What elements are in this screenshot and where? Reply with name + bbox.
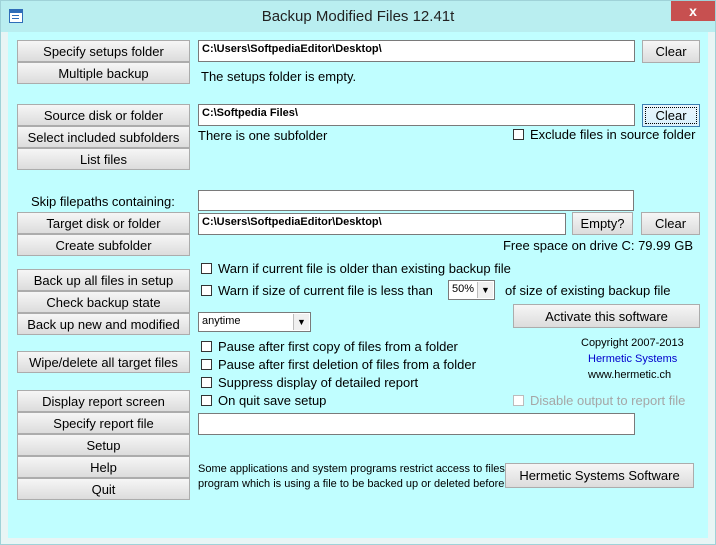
- company-link[interactable]: Hermetic Systems: [588, 353, 678, 365]
- clear-target-button[interactable]: Clear: [641, 212, 700, 235]
- checkbox-box: [201, 263, 212, 274]
- checkbox-label: Exclude files in source folder: [530, 127, 696, 142]
- report-file-field[interactable]: [198, 413, 635, 435]
- title-bar: [1, 1, 715, 32]
- checkbox-label: Pause after first deletion of files from a folder: [218, 357, 476, 372]
- activate-software-button[interactable]: Activate this software: [513, 304, 700, 328]
- backup-new-modified-button[interactable]: Back up new and modified: [17, 313, 190, 335]
- notice-text-line1: Some applications and system programs restrict access to files: [198, 463, 505, 475]
- select-subfolders-button[interactable]: Select included subfolders: [17, 126, 190, 148]
- checkbox-label: Warn if current file is older than existing backup file: [218, 261, 511, 276]
- empty-check-button[interactable]: Empty?: [572, 212, 633, 235]
- source-disk-button[interactable]: Source disk or folder: [17, 104, 190, 126]
- select-value: 50%: [452, 283, 475, 295]
- pause-delete-checkbox[interactable]: [201, 357, 476, 372]
- copyright-text: Copyright 2007-2013: [581, 337, 684, 349]
- checkbox-box: [201, 341, 212, 352]
- skip-filepaths-input[interactable]: [198, 190, 634, 211]
- checkbox-label: Pause after first copy of files from a folder: [218, 339, 458, 354]
- checkbox-box: [201, 395, 212, 406]
- hermetic-software-button[interactable]: Hermetic Systems Software: [505, 463, 694, 488]
- checkbox-box: [201, 285, 212, 296]
- quit-save-setup-checkbox[interactable]: [201, 393, 326, 408]
- setups-folder-field[interactable]: C:\Users\SoftpediaEditor\Desktop\: [198, 40, 635, 62]
- setup-button[interactable]: Setup: [17, 434, 190, 456]
- notice-text-line2: program which is using a file to be backed up or deleted before: [198, 478, 505, 490]
- warn-older-checkbox[interactable]: [201, 261, 511, 276]
- select-value: anytime: [202, 315, 241, 327]
- checkbox-box: [513, 395, 524, 406]
- checkbox-label: Disable output to report file: [530, 393, 686, 408]
- website-text: www.hermetic.ch: [588, 369, 672, 381]
- time-select[interactable]: [198, 312, 311, 332]
- size-percent-select[interactable]: [448, 280, 495, 300]
- checkbox-label: On quit save setup: [218, 393, 327, 408]
- clear-source-button[interactable]: Clear: [642, 104, 700, 127]
- window-title: Backup Modified Files 12.41t: [261, 8, 455, 25]
- list-files-button[interactable]: List files: [17, 148, 190, 170]
- skip-filepaths-label: Skip filepaths containing:: [31, 194, 175, 209]
- warn-size-checkbox[interactable]: [201, 283, 433, 298]
- target-disk-button[interactable]: Target disk or folder: [17, 212, 190, 234]
- chevron-down-icon: ▼: [477, 282, 493, 298]
- subfolder-status-text: There is one subfolder: [198, 128, 328, 143]
- clear-setups-button[interactable]: Clear: [642, 40, 700, 63]
- checkbox-box: [201, 359, 212, 370]
- checkbox-box: [201, 377, 212, 388]
- multiple-backup-button[interactable]: Multiple backup: [17, 62, 190, 84]
- source-folder-field[interactable]: C:\Softpedia Files\: [198, 104, 635, 126]
- check-backup-state-button[interactable]: Check backup state: [17, 291, 190, 313]
- free-space-text: Free space on drive C: 79.99 GB: [502, 238, 693, 253]
- setups-status-text: The setups folder is empty.: [201, 69, 357, 84]
- disable-output-checkbox[interactable]: [513, 393, 685, 408]
- backup-all-button[interactable]: Back up all files in setup: [17, 269, 190, 291]
- create-subfolder-button[interactable]: Create subfolder: [17, 234, 190, 256]
- target-folder-field[interactable]: C:\Users\SoftpediaEditor\Desktop\: [198, 213, 566, 235]
- pause-copy-checkbox[interactable]: [201, 339, 458, 354]
- specify-setups-folder-button[interactable]: Specify setups folder: [17, 40, 190, 62]
- close-button[interactable]: x: [671, 1, 715, 21]
- suppress-report-checkbox[interactable]: [201, 375, 418, 390]
- checkbox-box: [513, 129, 524, 140]
- exclude-source-checkbox[interactable]: [513, 127, 695, 142]
- quit-button[interactable]: Quit: [17, 478, 190, 500]
- help-button[interactable]: Help: [17, 456, 190, 478]
- chevron-down-icon: ▼: [293, 314, 309, 330]
- wipe-delete-button[interactable]: Wipe/delete all target files: [17, 351, 190, 373]
- checkbox-label: Suppress display of detailed report: [218, 375, 419, 390]
- main-panel: [8, 32, 708, 538]
- size-suffix-text: of size of existing backup file: [505, 283, 671, 298]
- display-report-button[interactable]: Display report screen: [17, 390, 190, 412]
- specify-report-file-button[interactable]: Specify report file: [17, 412, 190, 434]
- checkbox-label: Warn if size of current file is less than: [218, 283, 433, 298]
